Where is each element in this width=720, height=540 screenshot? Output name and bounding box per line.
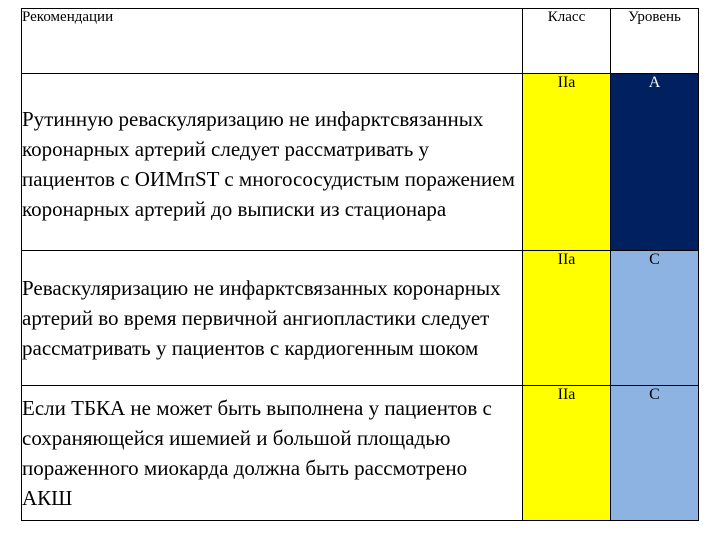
level-cell — [611, 251, 699, 386]
table-row — [22, 74, 699, 251]
recommendations-table — [21, 8, 699, 521]
header-level: Уровень — [611, 9, 699, 74]
table-row — [22, 386, 699, 521]
header-recommendations: Рекомендации — [22, 9, 523, 74]
level-value: A — [648, 74, 661, 91]
recommendation-text: Реваскуляризацию не инфарктсвязанных коронарных артерий во время первичной ангиопластики следует рассматривать у пациентов с кардиогенным шоком — [22, 251, 523, 386]
level-value: C — [649, 386, 660, 403]
header-class: Класс — [523, 9, 611, 74]
class-value: IIa — [557, 74, 576, 91]
class-cell — [523, 251, 611, 386]
recommendation-text: Если ТБКА не может быть выполнена у пациентов с сохраняющейся ишемией и большой площадью пораженного миокарда должна быть рассмотрено АКШ — [22, 386, 523, 521]
level-cell — [611, 74, 699, 251]
class-value: IIa — [557, 251, 576, 268]
level-value: C — [649, 251, 660, 268]
table-row — [22, 251, 699, 386]
class-cell — [523, 386, 611, 521]
table-header-row — [22, 9, 699, 74]
class-cell — [523, 74, 611, 251]
class-value: IIa — [557, 386, 576, 403]
level-cell — [611, 386, 699, 521]
recommendation-text: Рутинную реваскуляризацию не инфарктсвязанных коронарных артерий следует рассматривать у пациентов с ОИМпST с многососудистым поражением коронарных артерий до выписки из стационара — [22, 74, 523, 251]
